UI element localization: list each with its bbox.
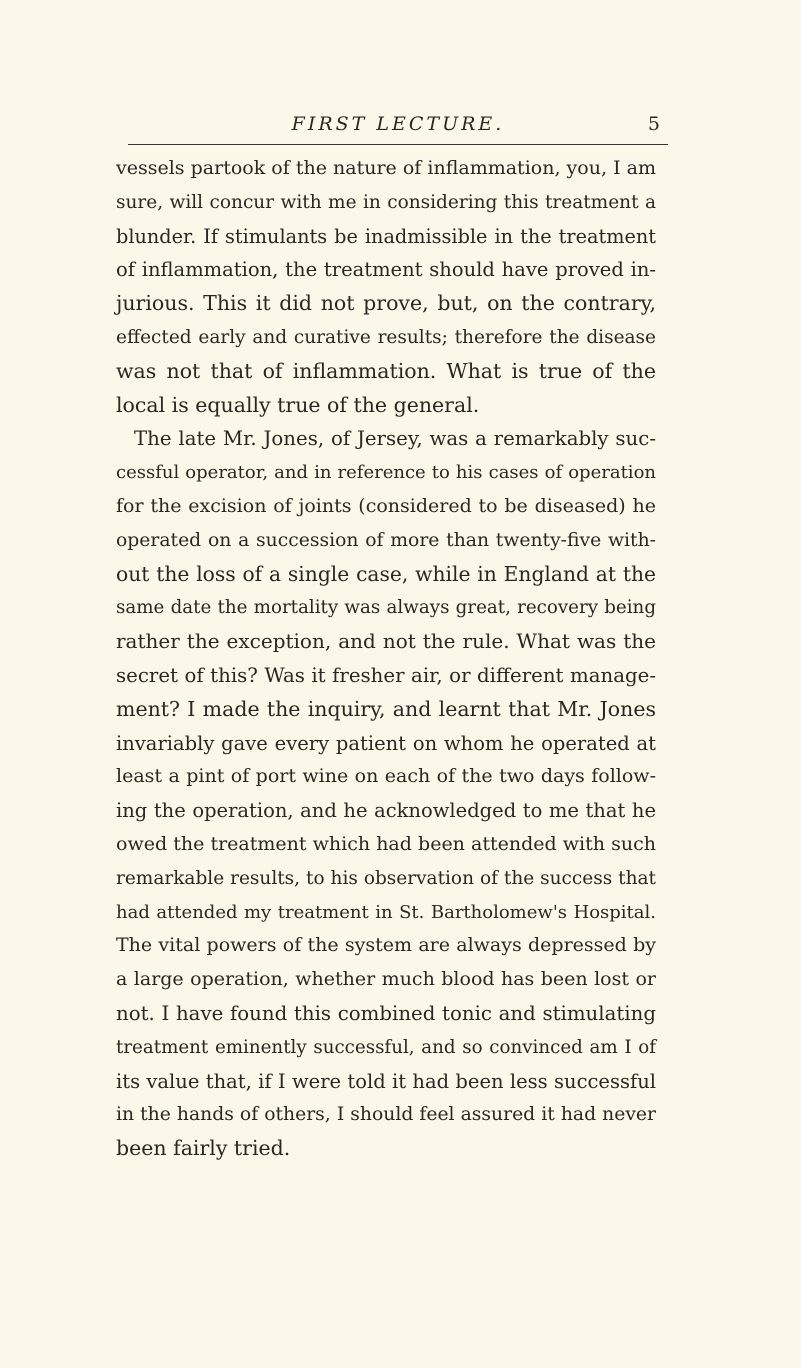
text-line: effected early and curative results; therefore the disease	[116, 326, 656, 348]
text-line: least a pint of port wine on each of the two days follow-	[116, 765, 656, 788]
text-line: invariably gave every patient on whom he operated at	[116, 731, 656, 755]
text-line: its value that, if I were told it had been less successful	[116, 1069, 656, 1093]
text-line: remarkable results, to his observation of the success that	[116, 867, 656, 889]
text-line: in the hands of others, I should feel assured it had never	[116, 1104, 656, 1126]
text-line: not. I have found this combined tonic and stimulating	[116, 1001, 656, 1025]
text-line: same date the mortality was always great, recovery being	[116, 597, 656, 619]
text-line: treatment eminently successful, and so convinced am I of	[116, 1036, 656, 1058]
text-line: The late Mr. Jones, of Jersey, was a remarkably suc-	[134, 427, 656, 451]
text-line: out the loss of a single case, while in England at the	[116, 561, 656, 586]
text-line: blunder. If stimulants be inadmissible in the treatment	[116, 224, 656, 248]
page-number: 5	[647, 113, 660, 135]
text-line: owed the treatment which had been attended with such	[116, 832, 656, 855]
text-line: jurious. This it did not prove, but, on the contrary,	[116, 291, 656, 316]
text-line: ment? I made the inquiry, and learnt that Mr. Jones	[116, 696, 656, 721]
text-line: secret of this? Was it fresher air, or different manage-	[116, 663, 656, 687]
running-title: FIRST LECTURE.	[291, 113, 505, 135]
text-line: been fairly tried.	[116, 1136, 291, 1161]
running-head	[128, 113, 668, 143]
text-line: vessels partook of the nature of inflammation, you, I am	[116, 157, 656, 179]
text-line: ing the operation, and he acknowledged to me that he	[116, 799, 656, 823]
body-text	[116, 152, 656, 1166]
text-line: local is equally true of the general.	[116, 392, 480, 417]
text-line: rather the exception, and not the rule. What was the	[116, 629, 656, 654]
header-rule	[128, 144, 668, 145]
text-line: operated on a succession of more than twenty-five with-	[116, 529, 656, 551]
text-line: was not that of inflammation. What is true of the	[116, 358, 656, 383]
text-line: of inflammation, the treatment should have proved in-	[116, 258, 656, 282]
text-line: The vital powers of the system are always depressed by	[116, 934, 656, 957]
text-line: sure, will concur with me in considering this treatment a	[116, 191, 656, 213]
text-line: had attended my treatment in St. Bartholomew's Hospital.	[116, 901, 656, 923]
text-line: a large operation, whether much blood has been lost or	[116, 968, 656, 991]
text-line: cessful operator, and in reference to his cases of operation	[116, 462, 656, 484]
text-line: for the excision of joints (considered to be diseased) he	[116, 494, 656, 517]
